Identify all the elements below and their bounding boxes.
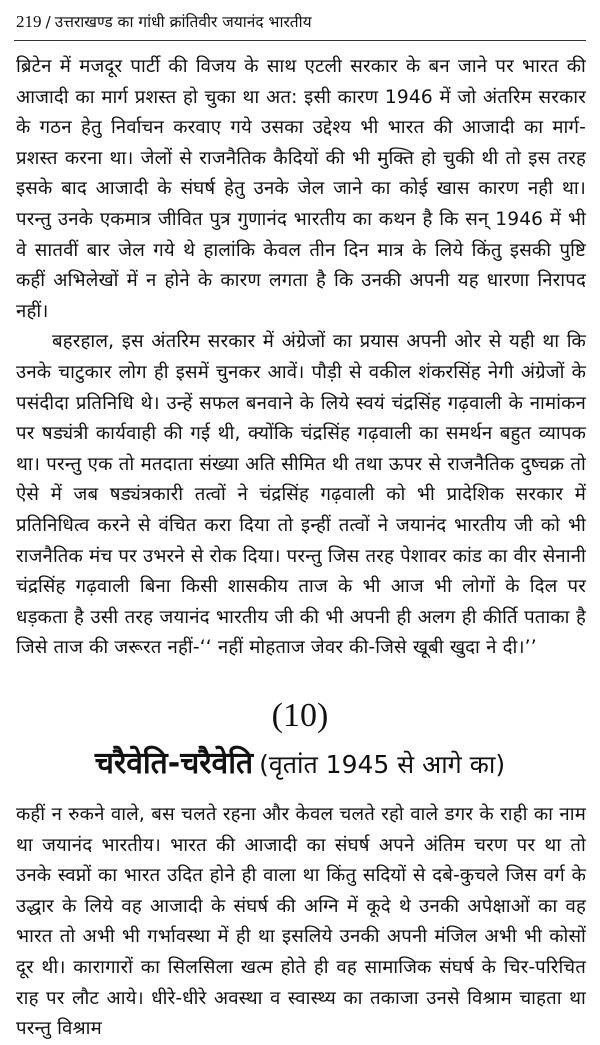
chapter-heading <box>0 744 600 788</box>
book-title: उत्तराखण्ड का गांधी क्रांतिवीर जयानंद भारतीय <box>54 13 312 31</box>
chapter-subtitle: (वृतांत 1945 से आगे का) <box>259 750 506 779</box>
running-head-separator: / <box>45 13 51 31</box>
running-head <box>16 12 312 32</box>
chapter-title: चरैवेति-चरैवेति <box>94 746 254 781</box>
chapter-paragraph-1: कहीं न रुकने वाले, बस चलते रहना और केवल चलते रहो वाले डगर के राही का नाम था जयानंद भारतीय। भारत की आजादी का संघर्ष अपने अंतिम चरण पर था तो उनके स्वप्नों का भारत उदित होने ही वाला था किंतु सदियों से दबे-कुचले जिस वर्ग के उद्धार के लिये वह आजादी के संघर्ष की अग्नि में कूदे थे उनकी अपेक्षाओं का वह भारत तो अभी भी गर्भावस्था में ही था इसलिये उनकी अपनी मंजिल अभी भी कोसों दूर थी। कारागारों का सिलसिला खत्म होते ही वह सामाजिक संघर्ष के चिर-परिचित राह पर लौट आये। धीरे-धीरे अवस्था व स्वास्थ्य का तकाजा उनसे विश्राम चाहता था परन्तु विश्राम <box>16 804 586 1040</box>
chapter-body <box>16 800 586 1045</box>
chapter-number: (10) <box>271 697 329 734</box>
header-rule <box>14 40 586 41</box>
page-number: 219 <box>16 12 42 31</box>
paragraph-1: ब्रिटेन में मजदूर पार्टी की विजय के साथ एटली सरकार के बन जाने पर भारत की आजादी का मार्ग प्रशस्त हो चुका था अत: इसी कारण 1946 में जो अंतरिम सरकार के गठन हेतु निर्वाचन करवाए गये उसका उद्देश्य भी भारत की आजादी का मार्ग-प्रशस्त करना था। जेलों से राजनैतिक कैदियों की भी मुक्ति हो चुकी थी तो इस तरह इसके बाद आजादी के संघर्ष हेतु उनके जेल जाने का कोई खास कारण नही था। परन्तु उनके एकमात्र जीवित पुत्र गुणानंद भारतीय का कथन है कि सन् 1946 में भी वे सातवीं बार जेल गये थे हालांकि केवल तीन दिन मात्र के लिये किंतु इसकी पुष्टि कहीं अभिलेखों में न होने के कारण लगता है कि उनकी अपनी यह धारणा निरापद नहीं। <box>16 56 586 322</box>
text-body <box>16 52 586 664</box>
paragraph-2: बहरहाल, इस अंतरिम सरकार में अंग्रेजों का प्रयास अपनी ओर से यही था कि उनके चाटुकार लोग ही इसमें चुनकर आवें। पौड़ी से वकील शंकरसिंह नेगी अंग्रेजों के पसंदीदा प्रतिनिधि थे। उन्हें सफल बनवाने के लिये स्वयं चंद्रसिंह गढ़वाली के नामांकन पर षड्यंत्री कार्यवाही की गई थी, क्योंकि चंद्रसिंह गढ़वाली का समर्थन बहुत व्यापक था। परन्तु एक तो मतदाता संख्या अति सीमित थी तथा ऊपर से राजनैतिक दुष्चक्र तो ऐसे में जब षड्यंत्रकारी तत्वों ने चंद्रसिंह गढ़वाली को भी प्रादेशिक सरकार में प्रतिनिधित्व करने से वंचित करा दिया तो इन्हीं तत्वों ने जयानंद भारतीय जी को भी राजनैतिक मंच पर उभरने से रोक दिया। परन्तु जिस तरह पेशावर कांड का वीर सेनानी चंद्रसिंह गढ़वाली बिना किसी शासकीय ताज के भी आज भी लोगों के दिल पर धड़कता है उसी तरह जयानंद भारतीय जी की भी अपनी ही अलग ही कीर्ति पताका है जिसे ताज की जरूरत नहीं-‘‘ नहीं मोहताज जेवर की-जिसे खूबी खुदा ने दी।’’ <box>16 331 586 659</box>
